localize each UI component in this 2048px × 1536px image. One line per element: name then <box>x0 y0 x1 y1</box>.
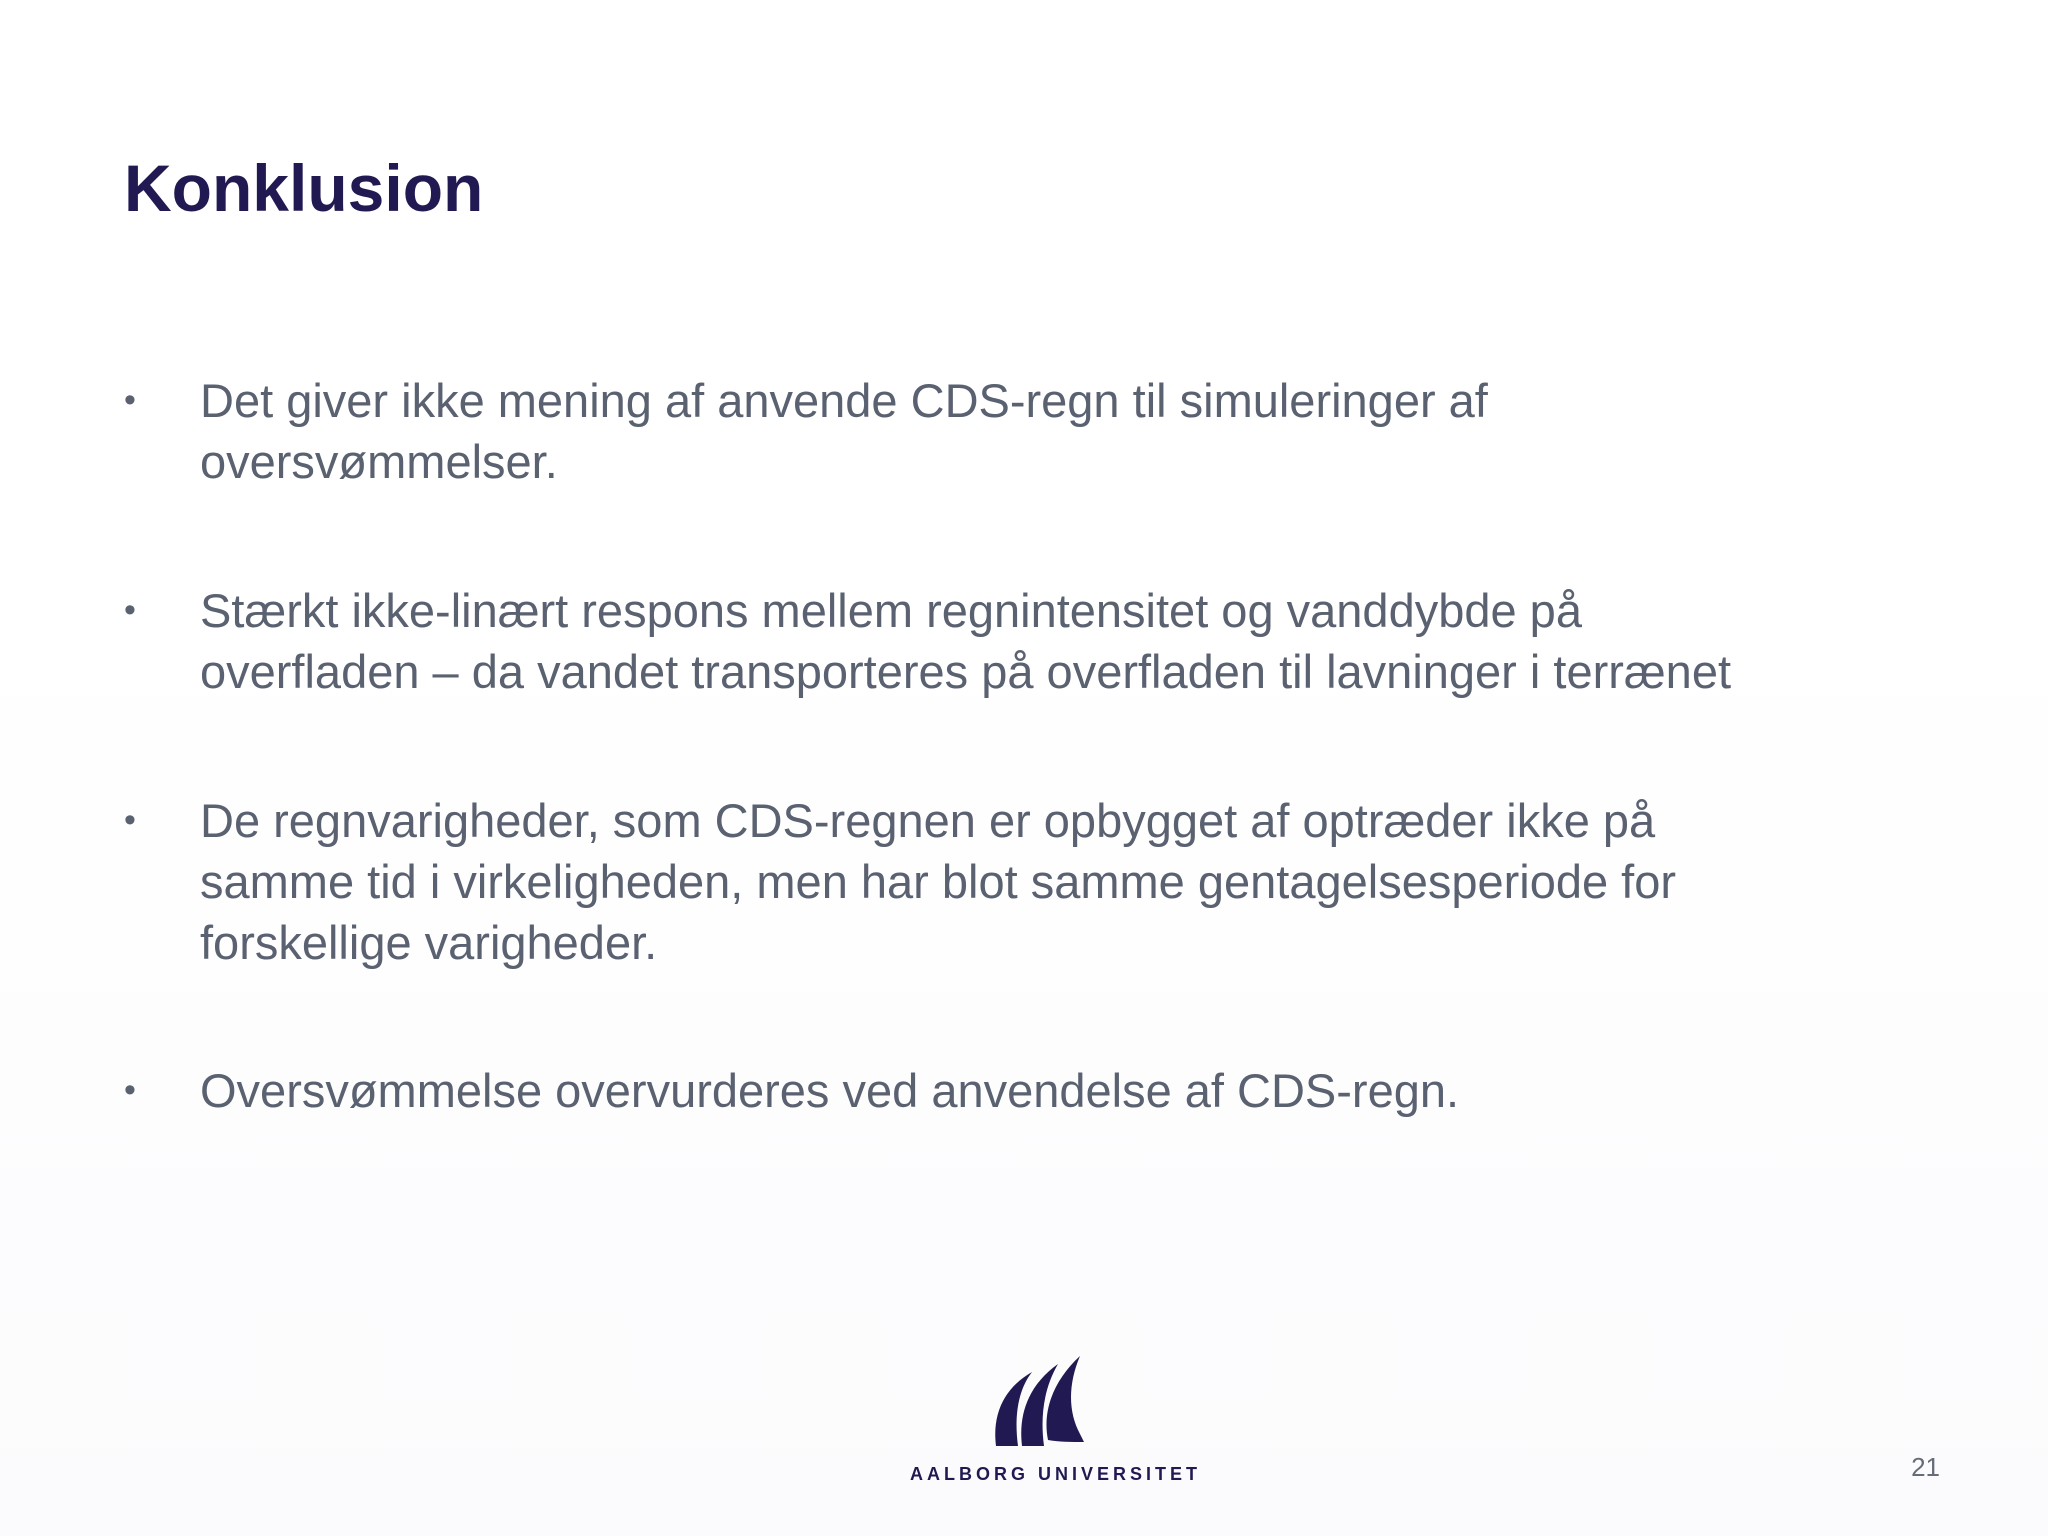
bullet-line: oversvømmelser. <box>200 435 558 488</box>
bullet-item <box>124 370 1488 492</box>
bullet-line: Oversvømmelse overvurderes ved anvendelse af CDS-regn. <box>200 1064 1460 1117</box>
logo-wordmark: AALBORG UNIVERSITET <box>910 1464 1202 1484</box>
bullet-item <box>124 580 1731 702</box>
page-number: 21 <box>1911 1452 1940 1482</box>
slide-title: Konklusion <box>124 151 484 225</box>
bullet-marker: • <box>124 591 136 629</box>
bullet-line: Stærkt ikke-linært respons mellem regnintensitet og vanddybde på <box>200 584 1582 637</box>
bullet-marker: • <box>124 1071 136 1109</box>
bullet-line: samme tid i virkeligheden, men har blot samme gentagelsesperiode for <box>200 855 1677 908</box>
bullet-marker: • <box>124 801 136 839</box>
bullet-line: Det giver ikke mening af anvende CDS-regn til simuleringer af <box>200 374 1488 427</box>
bullet-line: De regnvarigheder, som CDS-regnen er opbygget af optræder ikke på <box>200 794 1656 847</box>
bullet-item <box>124 1060 1459 1121</box>
bullet-line: forskellige varigheder. <box>200 916 658 969</box>
bullet-line: overfladen – da vandet transporteres på overfladen til lavninger i terrænet <box>200 645 1732 698</box>
university-logo <box>910 1354 1202 1494</box>
bullet-item <box>124 790 1676 973</box>
aalborg-university-logo-icon <box>988 1354 1088 1450</box>
bullet-marker: • <box>124 381 136 419</box>
